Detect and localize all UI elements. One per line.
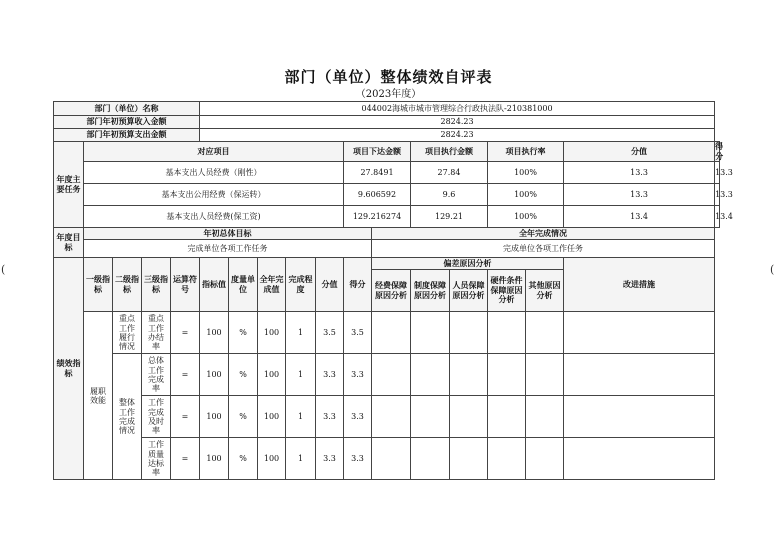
income-row — [54, 116, 720, 129]
indicator-done: 100 — [258, 354, 286, 396]
tasks-header-executed: 项目执行金额 — [411, 142, 488, 162]
task-got: 13.3 — [715, 162, 720, 184]
reason-cell — [411, 396, 450, 438]
task-executed: 9.6 — [411, 184, 488, 206]
goals-section-label: 年度目标 — [54, 228, 84, 258]
left-edge-mark: ( — [1, 263, 6, 276]
task-row — [54, 184, 720, 206]
right-edge-mark: ( — [770, 263, 775, 276]
task-score: 13.3 — [564, 184, 715, 206]
deviation-header: 偏差原因分析 — [372, 258, 564, 270]
perf-header-degree: 完成程度 — [286, 258, 316, 312]
indicator-score: 3.3 — [316, 396, 344, 438]
expense-label: 部门年初预算支出金额 — [54, 129, 200, 142]
indicator-l2-a — [113, 312, 142, 354]
goals-initial-header: 年初总体目标 — [84, 228, 372, 240]
indicator-row — [54, 354, 720, 396]
indicator-row — [54, 396, 720, 438]
indicator-score: 3.3 — [316, 438, 344, 480]
task-allocated: 27.8491 — [344, 162, 411, 184]
indicator-unit: % — [229, 312, 258, 354]
indicator-got: 3.3 — [344, 396, 372, 438]
task-project: 基本支出人员经费（刚性） — [84, 162, 344, 184]
task-row — [54, 206, 720, 228]
reason-funding-header: 经费保障原因分析 — [372, 270, 411, 312]
indicator-l3 — [142, 354, 171, 396]
page-title: 部门（单位）整体绩效自评表 — [284, 68, 493, 86]
indicator-l1-text: 履职效能 — [90, 386, 106, 405]
reason-cell — [450, 396, 488, 438]
indicator-degree: 1 — [286, 354, 316, 396]
perf-header-score: 分值 — [316, 258, 344, 312]
indicator-row — [54, 438, 720, 480]
goals-initial-value: 完成单位各项工作任务 — [84, 240, 372, 258]
task-score: 13.4 — [564, 206, 715, 228]
task-score: 13.3 — [564, 162, 715, 184]
indicator-l3 — [142, 438, 171, 480]
reason-system-header: 制度保障原因分析 — [411, 270, 450, 312]
indicator-got: 3.3 — [344, 354, 372, 396]
improve-cell — [564, 396, 715, 438]
task-allocated: 9.606592 — [344, 184, 411, 206]
indicator-l2-b — [113, 354, 142, 480]
reason-cell — [488, 438, 526, 480]
reason-cell — [372, 396, 411, 438]
task-rate: 100% — [488, 184, 564, 206]
indicator-degree: 1 — [286, 438, 316, 480]
improve-cell — [564, 312, 715, 354]
report-year: （2023年度） — [355, 89, 422, 100]
evaluation-table — [53, 101, 733, 480]
indicator-done: 100 — [258, 396, 286, 438]
indicator-done: 100 — [258, 438, 286, 480]
reason-cell — [526, 396, 564, 438]
task-got: 13.3 — [715, 184, 720, 206]
perf-header-l2: 二级指标 — [113, 258, 142, 312]
reason-cell — [372, 438, 411, 480]
reason-cell — [411, 354, 450, 396]
reason-cell — [488, 354, 526, 396]
reason-cell — [526, 354, 564, 396]
indicator-l3-text: 重点工作办结率 — [148, 314, 164, 351]
indicator-row — [54, 312, 720, 354]
indicator-l3-text: 工作质量达标率 — [148, 440, 164, 477]
indicator-l2-a-text: 重点工作履行情况 — [119, 314, 135, 351]
indicator-unit: % — [229, 354, 258, 396]
task-executed: 27.84 — [411, 162, 488, 184]
task-project: 基本支出公用经费（保运转） — [84, 184, 344, 206]
expense-value: 2824.23 — [200, 129, 715, 142]
perf-header-unit: 度量单位 — [229, 258, 258, 312]
task-got: 13.4 — [715, 206, 720, 228]
improve-cell — [564, 438, 715, 480]
indicator-val: 100 — [200, 438, 229, 480]
task-rate: 100% — [488, 162, 564, 184]
improve-cell — [564, 354, 715, 396]
indicator-op: = — [171, 396, 200, 438]
indicator-op: = — [171, 354, 200, 396]
indicator-degree: 1 — [286, 312, 316, 354]
indicator-l2-b-text: 整体工作完成情况 — [119, 398, 135, 435]
indicator-score: 3.5 — [316, 312, 344, 354]
reason-cell — [488, 312, 526, 354]
task-rate: 100% — [488, 206, 564, 228]
indicator-op: = — [171, 312, 200, 354]
task-allocated: 129.216274 — [344, 206, 411, 228]
tasks-header-got: 得分 — [715, 141, 724, 161]
improve-header: 改进措施 — [564, 258, 715, 312]
indicator-l3-text: 总体工作完成率 — [148, 356, 164, 393]
reason-hardware-header: 硬件条件保障原因分析 — [488, 270, 526, 312]
tasks-header-row — [54, 142, 720, 162]
indicator-got: 3.3 — [344, 438, 372, 480]
indicator-op: = — [171, 438, 200, 480]
income-value: 2824.23 — [200, 116, 715, 129]
dept-name-row — [54, 102, 720, 116]
reason-cell — [450, 354, 488, 396]
reason-cell — [488, 396, 526, 438]
reason-cell — [372, 354, 411, 396]
tasks-header-score: 分值 — [564, 142, 715, 162]
tasks-section-label: 年度主要任务 — [54, 142, 84, 228]
indicator-val: 100 — [200, 354, 229, 396]
tasks-header-rate: 项目执行率 — [488, 142, 564, 162]
perf-header-done: 全年完成值 — [258, 258, 286, 312]
goals-completion-header: 全年完成情况 — [372, 228, 715, 240]
reason-cell — [372, 312, 411, 354]
indicator-degree: 1 — [286, 396, 316, 438]
reason-cell — [450, 438, 488, 480]
indicator-val: 100 — [200, 396, 229, 438]
perf-header-l3: 三级指标 — [142, 258, 171, 312]
task-project: 基本支出人员经费(保工资) — [84, 206, 344, 228]
perf-header-op: 运算符号 — [171, 258, 200, 312]
reason-cell — [411, 312, 450, 354]
indicator-unit: % — [229, 396, 258, 438]
reason-cell — [411, 438, 450, 480]
dept-name-label: 部门（单位）名称 — [54, 102, 200, 116]
tasks-header-allocated: 项目下达金额 — [344, 142, 411, 162]
indicator-l1 — [84, 312, 113, 480]
goals-header-row — [54, 228, 720, 240]
perf-header-row-1 — [54, 258, 720, 270]
indicator-l3 — [142, 396, 171, 438]
reason-other-header: 其他原因分析 — [526, 270, 564, 312]
indicator-val: 100 — [200, 312, 229, 354]
task-row — [54, 162, 720, 184]
indicator-done: 100 — [258, 312, 286, 354]
reason-cell — [450, 312, 488, 354]
goals-completion-value: 完成单位各项工作任务 — [372, 240, 715, 258]
reason-staff-header: 人员保障原因分析 — [450, 270, 488, 312]
perf-section-label: 绩效指标 — [54, 258, 84, 480]
indicator-l3 — [142, 312, 171, 354]
dept-name-value: 044002海城市城市管理综合行政执法队-210381000 — [200, 102, 715, 116]
reason-cell — [526, 312, 564, 354]
goals-value-row — [54, 240, 720, 258]
tasks-header-project: 对应项目 — [84, 142, 344, 162]
expense-row — [54, 129, 720, 142]
indicator-unit: % — [229, 438, 258, 480]
indicator-l3-text: 工作完成及时率 — [148, 398, 164, 435]
perf-header-val: 指标值 — [200, 258, 229, 312]
reason-cell — [526, 438, 564, 480]
income-label: 部门年初预算收入金额 — [54, 116, 200, 129]
perf-header-l1: 一级指标 — [84, 258, 113, 312]
perf-header-got: 得分 — [344, 258, 372, 312]
indicator-score: 3.3 — [316, 354, 344, 396]
task-executed: 129.21 — [411, 206, 488, 228]
indicator-got: 3.5 — [344, 312, 372, 354]
